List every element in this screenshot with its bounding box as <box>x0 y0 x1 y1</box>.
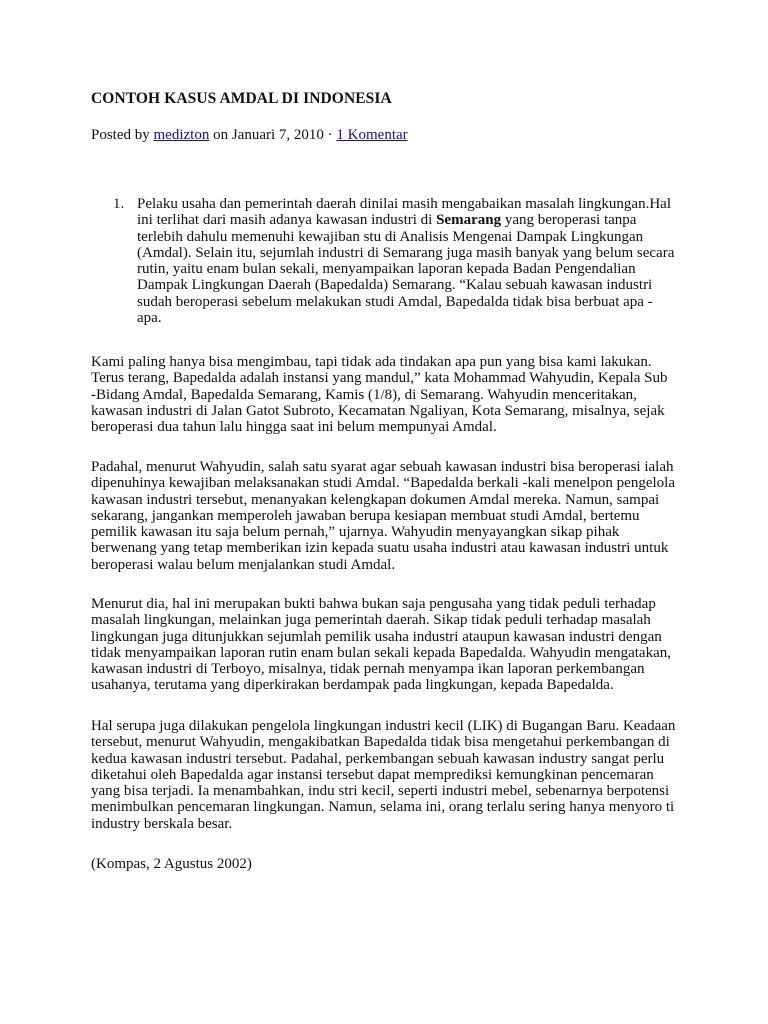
list-item <box>91 196 691 326</box>
list-line: ini terlihat dari masih adanya kawasan industri di Semarang yang beroperasi tanpa <box>137 212 637 229</box>
list-line: Pelaku usaha dan pemerintah daerah dinilai masih mengabaikan masalah lingkungan.Hal <box>137 196 671 212</box>
comments-link[interactable]: 1 Komentar <box>336 127 408 143</box>
article-title: CONTOH KASUS AMDAL DI INDONESIA <box>91 90 392 107</box>
list-line: terlebih dahulu memenuhi kewajiban stu di Analisis Mengenai Dampak Lingkungan <box>137 228 644 245</box>
source-citation: (Kompas, 2 Agustus 2002) <box>91 856 252 872</box>
list-line: (Amdal). Selain itu, sejumlah industri di Semarang juga masih banyak yang belum secara <box>137 244 675 261</box>
list-line: Dampak Lingkungan Daerah (Bapedalda) Semarang. “Kalau sebuah kawasan industri <box>137 277 653 294</box>
author-link[interactable]: medizton <box>153 127 210 143</box>
post-date: on Januari 7, 2010 · <box>213 127 333 143</box>
paragraph-1: Kami paling hanya bisa mengimbau, tapi tidak ada tindakan apa pun yang bisa kami lakukan. Terus terang, Bapedalda adalah instansi yang mandul,” kata Mohammad Wahyudin, Kepala Sub -Bidang Amdal, Bapedalda Semarang, Kamis (1/8), di Semarang. Wahyudin menceritakan, kawasan industri di Jalan Gatot Subroto, Kecamatan Ngaliyan, Kota Semarang, misalnya, sejak beroperasi dua tahun lalu hingga saat ini belum mempunyai Amdal. <box>91 354 668 436</box>
posted-by-label: Posted by <box>91 127 150 143</box>
post-meta <box>91 127 408 144</box>
list-line: rutin, yaitu enam bulan sekali, menyampaikan laporan kepada Badan Pengendalian <box>137 261 636 278</box>
list-line: apa. <box>137 310 162 327</box>
numbered-list <box>91 196 691 326</box>
paragraph-2: Padahal, menurut Wahyudin, salah satu syarat agar sebuah kawasan industri bisa beroperasi ialah dipenuhinya kewajiban melaksanakan studi Amdal. “Bapedalda berkali -kali menelpon pengelola kawasan industri tersebut, menanyakan kelengkapan dokumen Amdal mereka. Namun, sampai sekarang, jangankan memperoleh jawaban berupa kesiapan membuat studi Amdal, bertemu pemilik kawasan itu saja belum pernah,” ujarnya. Wahyudin menyayangkan sikap pihak berwenang yang tetap memberikan izin kepada suatu usaha industri atau kawasan industri untuk beroperasi walau belum menjalankan studi Amdal. <box>91 459 675 573</box>
paragraph-4: Hal serupa juga dilakukan pengelola lingkungan industri kecil (LIK) di Bugangan Baru. Keadaan tersebut, menurut Wahyudin, mengakibatkan Bapedalda tidak bisa mengetahui perkembangan di kedua kawasan industri tersebut. Padahal, perkembangan sebuah kawasan industry sangat perlu diketahui oleh Bapedalda agar instansi tersebut dapat memprediksi kemungkinan pencemaran yang bisa terjadi. Ia menambahkan, indu stri kecil, seperti industri mebel, sebenarnya berpotensi menimbulkan pencemaran lingkungan. Namun, selama ini, orang terlalu sering hanya menyoro ti industry berskala besar. <box>91 718 676 832</box>
paragraph-3: Menurut dia, hal ini merupakan bukti bahwa bukan saja pengusaha yang tidak peduli terhadap masalah lingkungan, melainkan juga pemerintah daerah. Sikap tidak peduli terhadap masalah lingkungan juga ditunjukkan sejumlah pemilik usaha industri ataupun kawasan industri dengan tidak menyampaikan laporan rutin enam bulan sekali kepada Bapedalda. Wahyudin mengatakan, kawasan industri di Terboyo, misalnya, tidak pernah menyampa ikan laporan perkembangan usahanya, terutama yang diperkirakan berdampak pada lingkungan, kepada Bapedalda. <box>91 596 671 694</box>
list-line: sudah beroperasi sebelum melakukan studi Amdal, Bapedalda tidak bisa berbuat apa - <box>137 293 653 310</box>
bold-keyword: Semarang <box>436 212 502 229</box>
list-item-number: 1. <box>113 196 125 212</box>
